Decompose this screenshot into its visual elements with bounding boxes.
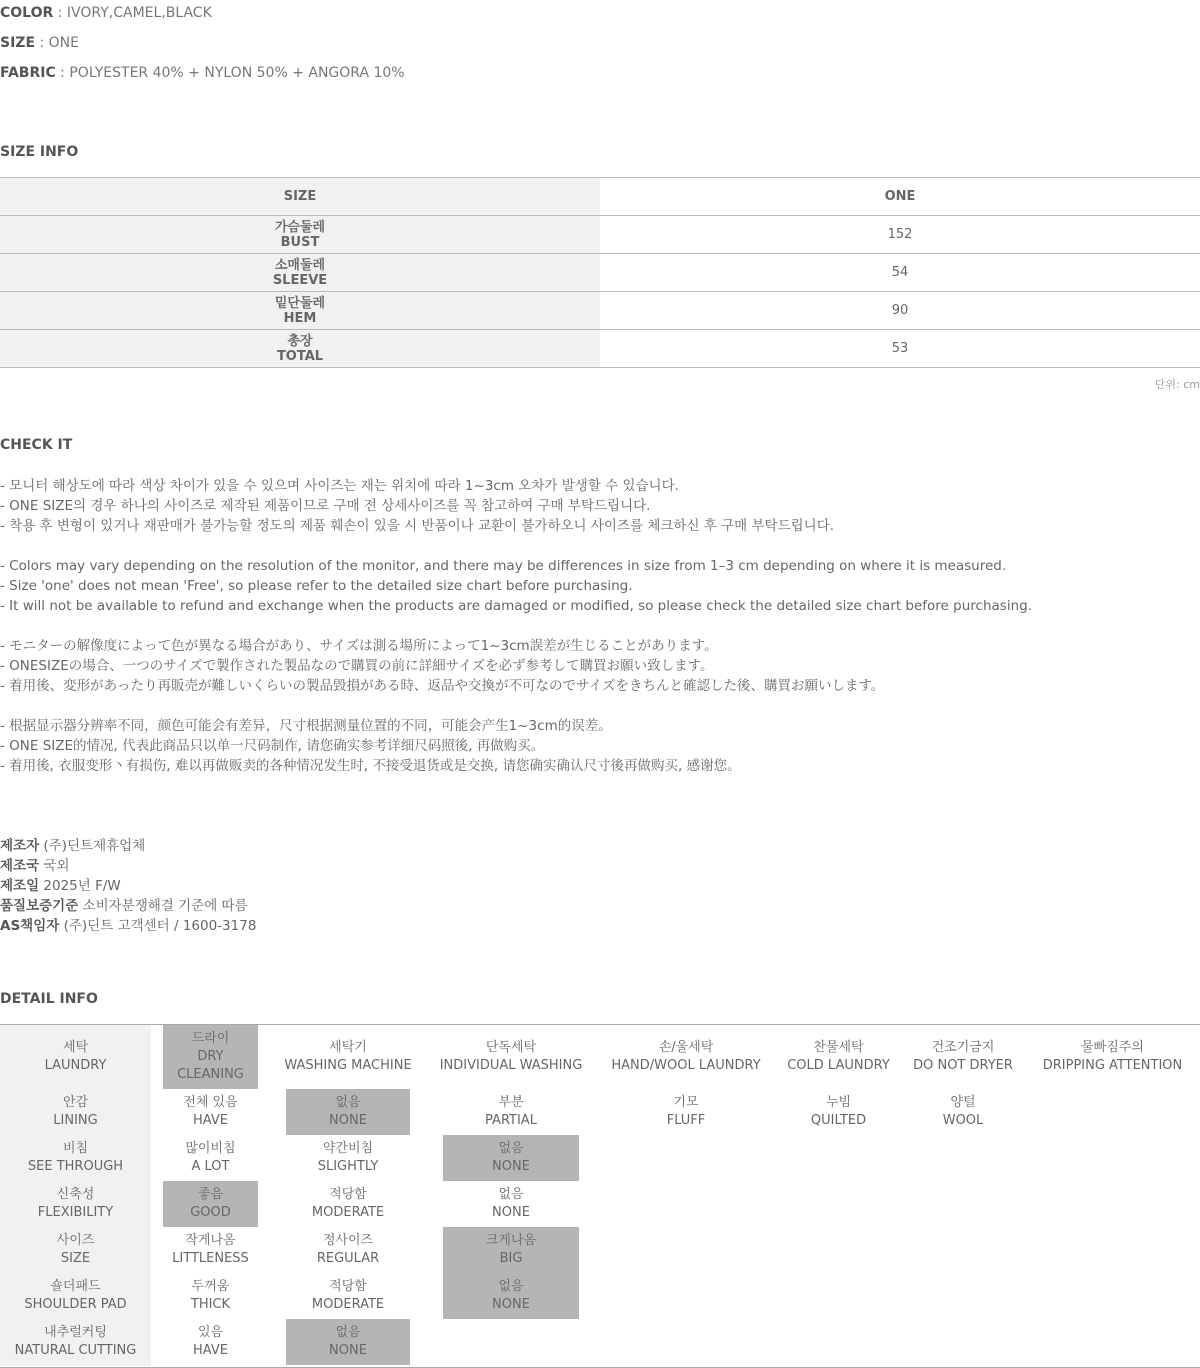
maker-label: 제조국 <box>0 858 40 874</box>
size-table-header <box>0 178 1200 216</box>
size-header-label: SIZE <box>0 178 600 215</box>
detail-option: 없음 NONE <box>286 1089 410 1135</box>
check-it-title: CHECK IT <box>0 437 73 453</box>
detail-option: 많이비침 A LOT <box>185 1141 236 1174</box>
note-line: - Size 'one' does not mean 'Free', so please refer to the detailed size chart before purchasing. <box>0 578 633 594</box>
table-row <box>0 330 1200 368</box>
size-value: : ONE <box>35 35 79 51</box>
detail-info-title: DETAIL INFO <box>0 991 98 1007</box>
note-line: - 着用後, 衣服变形丶有损伤, 难以再做贩卖的各种情况发生时, 不接受退货或是交换, 请您确实确认尺寸後再做购买, 感谢您。 <box>0 758 741 774</box>
measure-value: 90 <box>891 303 909 318</box>
note-line: - 모니터 해상도에 따라 색상 차이가 있을 수 있으며 사이즈는 재는 위치에 따라 1~3cm 오차가 발생할 수 있습니다. <box>0 478 679 494</box>
maker-row <box>0 836 256 856</box>
measure-en: SLEEVE <box>272 272 328 288</box>
detail-option: 전체 있음 HAVE <box>183 1095 238 1128</box>
measure-value: 152 <box>887 227 913 242</box>
measure-value: 54 <box>891 265 909 280</box>
table-row <box>0 216 1200 254</box>
detail-option: 정사이즈 REGULAR <box>316 1233 380 1266</box>
detail-option: 좋음 GOOD <box>163 1181 258 1227</box>
color-label: COLOR <box>0 5 54 21</box>
note-line: - 着用後、変形があったり再販売が難しいくらいの製品毀損がある時、返品や交換が不可なのでサイズをきちんと確認した後、購買お願いします。 <box>0 678 885 694</box>
detail-grid <box>0 1024 1200 1368</box>
maker-row <box>0 916 256 936</box>
detail-option: 작게나옴 LITTLENESS <box>172 1233 249 1266</box>
size-label: SIZE <box>0 35 36 51</box>
size-spec <box>0 35 79 51</box>
detail-option: 약간비침 SLIGHTLY <box>317 1141 379 1174</box>
note-line: - It will not be available to refund and exchange when the products are damaged or modified, so please check the detailed size chart before purchasing. <box>0 598 1032 614</box>
detail-option: 물빠짐주의 DRIPPING ATTENTION <box>1042 1040 1183 1073</box>
measure-en: BUST <box>280 234 320 250</box>
note-line: - 착용 후 변형이 있거나 재판매가 불가능할 정도의 제품 훼손이 있을 시 반품이나 교환이 불가하오니 사이즈를 체크하신 후 구매 부탁드립니다. <box>0 518 835 534</box>
measure-en: HEM <box>283 310 317 326</box>
measure-en: TOTAL <box>276 348 324 364</box>
detail-option: 적당함 MODERATE <box>311 1279 385 1312</box>
detail-option: 없음 NONE <box>443 1135 579 1181</box>
maker-label: 품질보증기준 <box>0 898 79 914</box>
note-line: - Colors may vary depending on the resolution of the monitor, and there may be differences in size from 1–3 cm depending on where it is measured. <box>0 558 1007 574</box>
note-line: - ONE SIZE의 경우 하나의 사이즈로 제작된 제품이므로 구매 전 상세사이즈를 꼭 참고하여 구매 부탁드립니다. <box>0 498 651 514</box>
maker-label: AS책임자 <box>0 918 60 934</box>
color-value: : IVORY,CAMEL,BLACK <box>53 5 212 21</box>
detail-option: 없음 NONE <box>492 1187 530 1220</box>
detail-option: 건조기금지 DO NOT DRYER <box>913 1040 1013 1073</box>
detail-option: 있음 HAVE <box>193 1325 228 1358</box>
maker-value: 국외 <box>39 858 70 874</box>
detail-option: 드라이 DRY CLEANING <box>163 1025 258 1089</box>
detail-option: 없음 NONE <box>443 1273 579 1319</box>
size-header-value: ONE <box>884 189 916 204</box>
detail-option: 단독세탁 INDIVIDUAL WASHING <box>439 1040 583 1073</box>
size-table <box>0 177 1200 368</box>
note-line: - モニターの解像度によって色が異なる場合があり、サイズは測る場所によって1~3cm誤差が生じることがあります。 <box>0 638 718 654</box>
note-line: - 根据显示器分辨率不同，颜色可能会有差异，尺寸根据测量位置的不同，可能会产生1~3cm的误差。 <box>0 718 612 734</box>
detail-option: 두꺼움 THICK <box>190 1279 231 1312</box>
maker-value: (주)딘트제휴업체 <box>39 838 146 854</box>
detail-option: 찬물세탁 COLD LAUNDRY <box>787 1040 890 1073</box>
note-line: - ONESIZEの場合、一つのサイズで製作された製品なので購買の前に詳細サイズを必ず参考して購買お願い致します。 <box>0 658 714 674</box>
table-row <box>0 292 1200 330</box>
detail-row-label: 숄더패드 SHOULDER PAD <box>24 1279 127 1312</box>
detail-row-label: 내추럴커팅 NATURAL CUTTING <box>14 1325 137 1358</box>
detail-row-label: 신축성 FLEXIBILITY <box>37 1187 114 1220</box>
measure-ko: 소매둘레 <box>274 257 326 273</box>
detail-option: 양털 WOOL <box>942 1095 984 1128</box>
measure-ko: 가슴둘레 <box>274 219 326 235</box>
unit-note: 단위: cm <box>1154 378 1200 391</box>
detail-row-label: 세탁 LAUNDRY <box>44 1040 107 1073</box>
measure-ko: 밑단둘레 <box>274 295 326 311</box>
detail-option: 없음 NONE <box>286 1319 410 1365</box>
maker-row <box>0 856 256 876</box>
size-info-title: SIZE INFO <box>0 144 79 160</box>
maker-value: (주)딘트 고객센터 / 1600-3178 <box>59 918 257 934</box>
detail-row-label: 안감 LINING <box>53 1095 98 1128</box>
maker-label: 제조일 <box>0 878 40 894</box>
detail-option: 부분 PARTIAL <box>485 1095 537 1128</box>
maker-info <box>0 836 256 936</box>
detail-option: 기모 FLUFF <box>666 1095 706 1128</box>
maker-row <box>0 896 256 916</box>
measure-ko: 총장 <box>287 333 313 349</box>
color-spec <box>0 5 212 21</box>
detail-option: 크게나옴 BIG <box>443 1227 579 1273</box>
fabric-label: FABRIC <box>0 65 56 81</box>
fabric-spec <box>0 65 405 81</box>
detail-option: 세탁기 WASHING MACHINE <box>284 1040 412 1073</box>
maker-label: 제조자 <box>0 838 40 854</box>
measure-label <box>0 216 600 253</box>
detail-option: 누빔 QUILTED <box>810 1095 867 1128</box>
maker-value: 2025년 F/W <box>39 878 121 894</box>
maker-row <box>0 876 256 896</box>
maker-value: 소비자분쟁해결 기준에 따름 <box>78 898 248 914</box>
detail-row-label: 사이즈 SIZE <box>56 1233 95 1266</box>
detail-row-label: 비침 SEE THROUGH <box>27 1141 124 1174</box>
measure-label <box>0 292 600 329</box>
table-row <box>0 254 1200 292</box>
check-it-notes <box>0 476 1032 776</box>
measure-label <box>0 254 600 291</box>
detail-option: 손/울세탁 HAND/WOOL LAUNDRY <box>611 1040 761 1073</box>
measure-value: 53 <box>891 341 909 356</box>
detail-option: 적당함 MODERATE <box>311 1187 385 1220</box>
note-line: - ONE SIZE的情况, 代表此商品只以单一尺码制作, 请您确实参考详细尺码照後, 再做购买。 <box>0 738 545 754</box>
measure-label <box>0 330 600 367</box>
fabric-value: : POLYESTER 40% + NYLON 50% + ANGORA 10% <box>55 65 405 81</box>
